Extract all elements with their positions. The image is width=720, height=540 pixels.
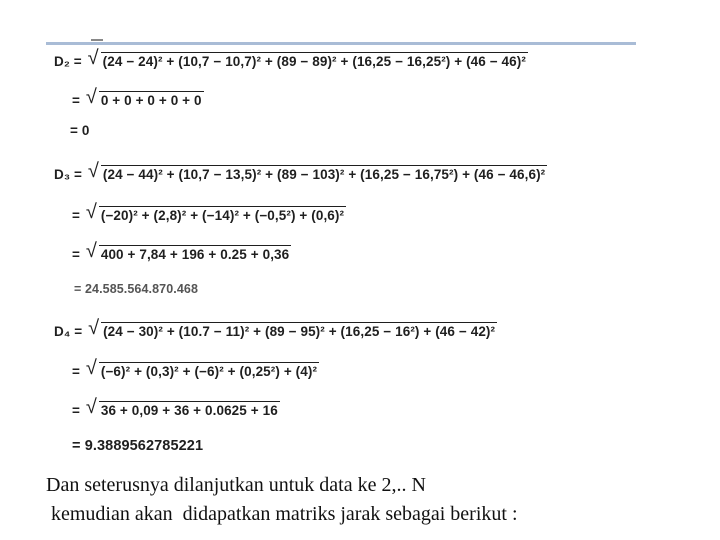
- eq-lead: =: [72, 403, 80, 418]
- radical-icon: √: [85, 396, 97, 418]
- radical-icon: √: [85, 240, 97, 262]
- radical-icon: √: [87, 47, 99, 69]
- equation-d4-result: [72, 438, 205, 454]
- sqrt-expression: [85, 357, 319, 379]
- sqrt-expression: [85, 396, 280, 418]
- top-divider: [46, 42, 636, 45]
- sqrt-body: (−6)² + (0,3)² + (−6)² + (0,25²) + (4)²: [100, 364, 318, 379]
- eq-lead: =: [72, 93, 80, 108]
- radical-icon: √: [85, 86, 97, 108]
- sqrt-expression: [88, 317, 497, 339]
- equation-d2-step1: [72, 86, 204, 108]
- radical-icon: √: [87, 160, 99, 182]
- footer-line-2: kemudian akan didapatkan matriks jarak sebagai berikut :: [46, 503, 518, 525]
- eq-lead: D₃ =: [54, 167, 83, 182]
- sqrt-body: (24 − 30)² + (10.7 − 11)² + (89 − 95)² + (16,25 − 16²) + (46 − 42)²: [103, 324, 496, 339]
- sqrt-expression: [87, 160, 547, 182]
- sqrt-body: (24 − 24)² + (10,7 − 10,7)² + (89 − 89)² + (16,25 − 16,25²) + (46 − 46)²: [102, 54, 526, 69]
- equation-d3: [54, 160, 547, 182]
- eq-lead: D₄ =: [54, 324, 83, 339]
- eq-lead: =: [72, 364, 80, 379]
- radical-icon: √: [85, 201, 97, 223]
- equation-d2: [54, 47, 528, 69]
- eq-lead: = 0: [70, 123, 90, 138]
- radical-icon: √: [88, 317, 100, 339]
- eq-lead: D₂ =: [54, 54, 82, 69]
- eq-lead: =: [72, 208, 80, 223]
- sqrt-expression: [85, 201, 346, 223]
- equation-d4: [54, 317, 497, 339]
- divider-mark: [91, 39, 103, 41]
- sqrt-expression: [87, 47, 528, 69]
- sqrt-body: (24 − 44)² + (10,7 − 13,5)² + (89 − 103)² + (16,25 − 16,75²) + (46 − 46,6)²: [102, 167, 546, 182]
- sqrt-body: 0 + 0 + 0 + 0 + 0: [100, 93, 202, 108]
- sqrt-body: 400 + 7,84 + 196 + 0.25 + 0,36: [100, 247, 290, 262]
- footer-line-1: Dan seterusnya dilanjutkan untuk data ke 2,.. N: [46, 474, 426, 496]
- sqrt-expression: [85, 86, 204, 108]
- sqrt-expression: [85, 240, 291, 262]
- eq-lead: = 9.3889562785221: [72, 438, 204, 454]
- equation-d4-step2: [72, 396, 280, 418]
- eq-lead: = 24.585.564.870.468: [74, 282, 198, 296]
- equation-d3-step2: [72, 240, 291, 262]
- equation-d3-result: [74, 282, 200, 296]
- equation-d4-step1: [72, 357, 319, 379]
- equation-d2-result: [70, 123, 91, 138]
- radical-icon: √: [85, 357, 97, 379]
- eq-lead: =: [72, 247, 80, 262]
- sqrt-body: (−20)² + (2,8)² + (−14)² + (−0,5²) + (0,6)²: [100, 208, 345, 223]
- equation-d3-step1: [72, 201, 346, 223]
- sqrt-body: 36 + 0,09 + 36 + 0.0625 + 16: [100, 403, 278, 418]
